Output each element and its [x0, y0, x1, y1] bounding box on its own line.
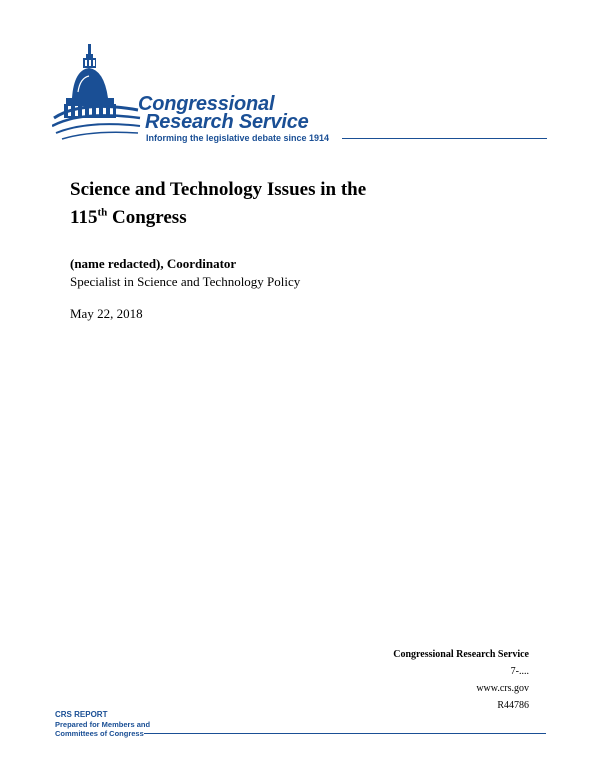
contact-phone: 7-.... — [510, 666, 529, 677]
report-title-line2 — [70, 204, 366, 232]
author-role: Specialist in Science and Technology Policy — [70, 274, 301, 289]
congress-ordinal-suffix: th — [97, 206, 108, 219]
footer-audience-line2: Committees of Congress — [55, 729, 144, 738]
report-title — [70, 176, 366, 232]
crs-logo — [52, 40, 552, 150]
footer — [55, 710, 150, 738]
capitol-dome-icon — [52, 40, 142, 145]
brand-name-line1: Congressional — [138, 93, 275, 115]
report-title-line1: Science and Technology Issues in the — [70, 179, 367, 200]
footer-audience-line1: Prepared for Members and — [55, 720, 151, 729]
footer-rule — [144, 733, 546, 734]
contact-website[interactable]: www.crs.gov — [476, 683, 529, 694]
congress-word: Congress — [107, 207, 187, 228]
contact-block — [393, 646, 529, 714]
author-name: (name redacted), Coordinator — [70, 256, 237, 271]
contact-organization: Congressional Research Service — [393, 649, 529, 660]
tagline-rule — [342, 138, 547, 139]
brand-tagline: Informing the legislative debate since 1914 — [146, 133, 330, 143]
brand-name-line2: Research Service — [145, 111, 309, 133]
footer-report-label: CRS REPORT — [55, 710, 108, 719]
congress-number: 115 — [70, 207, 98, 228]
report-date: May 22, 2018 — [70, 306, 143, 321]
report-number: R44786 — [497, 700, 529, 711]
